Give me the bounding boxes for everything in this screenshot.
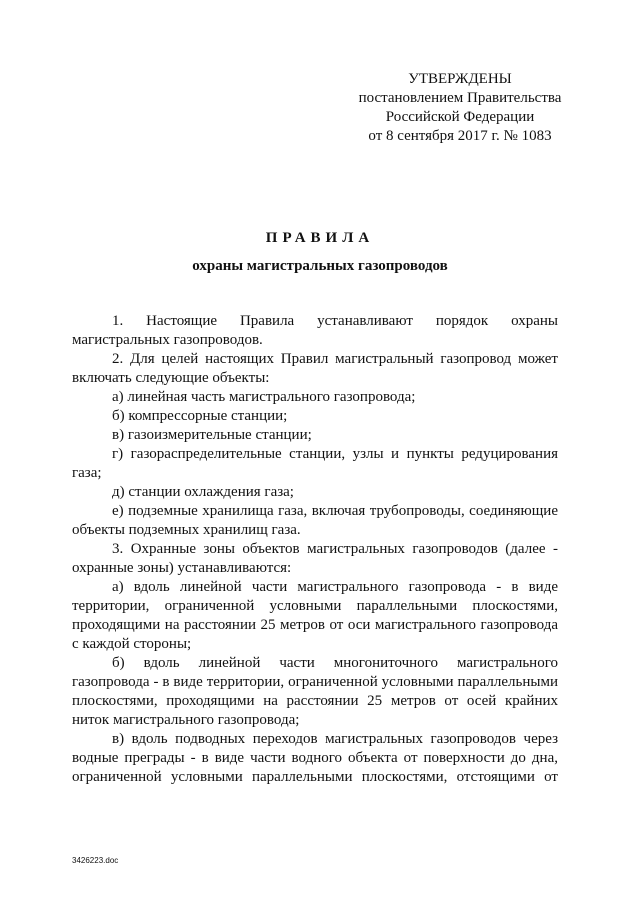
paragraph-2f: е) подземные хранилища газа, включая трубопроводы, соединяющие объекты подземных хранилищ газа. [72, 503, 558, 538]
approval-decree-line: постановлением Правительства [358, 90, 562, 106]
paragraph-2c: в) газоизмерительные станции; [112, 427, 312, 443]
approval-date-number: от 8 сентября 2017 г. № 1083 [368, 128, 552, 144]
document-title: ПРАВИЛА [265, 230, 375, 246]
paragraph-2d: г) газораспределительные станции, узлы и пункты редуцирования газа; [72, 446, 558, 481]
paragraph-2e: д) станции охлаждения газа; [112, 484, 294, 500]
paragraph-2b: б) компрессорные станции; [112, 408, 288, 424]
approval-block [340, 70, 580, 146]
paragraph-1: 1. Настоящие Правила устанавливают порядок охраны магистральных газопроводов. [72, 313, 558, 348]
paragraph-3a: а) вдоль линейной части магистрального газопровода - в виде территории, ограниченной условными параллельными плоскостями, проходящими на расстоянии 25 метров от оси магистрального газопровода с каждой стороны; [72, 579, 558, 652]
paragraph-3c: в) вдоль подводных переходов магистральных газопроводов через водные преграды - в виде части водного объекта от поверхности до дна, ограниченной условными параллельными плоскостями, отстоящими от [72, 731, 558, 785]
file-name-footer: 3426223.doc [72, 856, 119, 865]
document-subtitle: охраны магистральных газопроводов [192, 258, 448, 274]
paragraph-3b: б) вдоль линейной части многониточного магистрального газопровода - в виде территории, ограниченной условными параллельными плоскостями, проходящими на расстоянии 25 метров от осей крайних ниток магистрального газопровода; [72, 655, 558, 728]
paragraph-2a: а) линейная часть магистрального газопровода; [112, 389, 416, 405]
approval-heading: УТВЕРЖДЕНЫ [408, 71, 512, 87]
document-body [72, 312, 558, 787]
paragraph-3: 3. Охранные зоны объектов магистральных газопроводов (далее - охранные зоны) устанавливаются: [72, 541, 558, 576]
paragraph-2: 2. Для целей настоящих Правил магистральный газопровод может включать следующие объекты: [72, 351, 558, 386]
approval-country-line: Российской Федерации [385, 109, 535, 125]
